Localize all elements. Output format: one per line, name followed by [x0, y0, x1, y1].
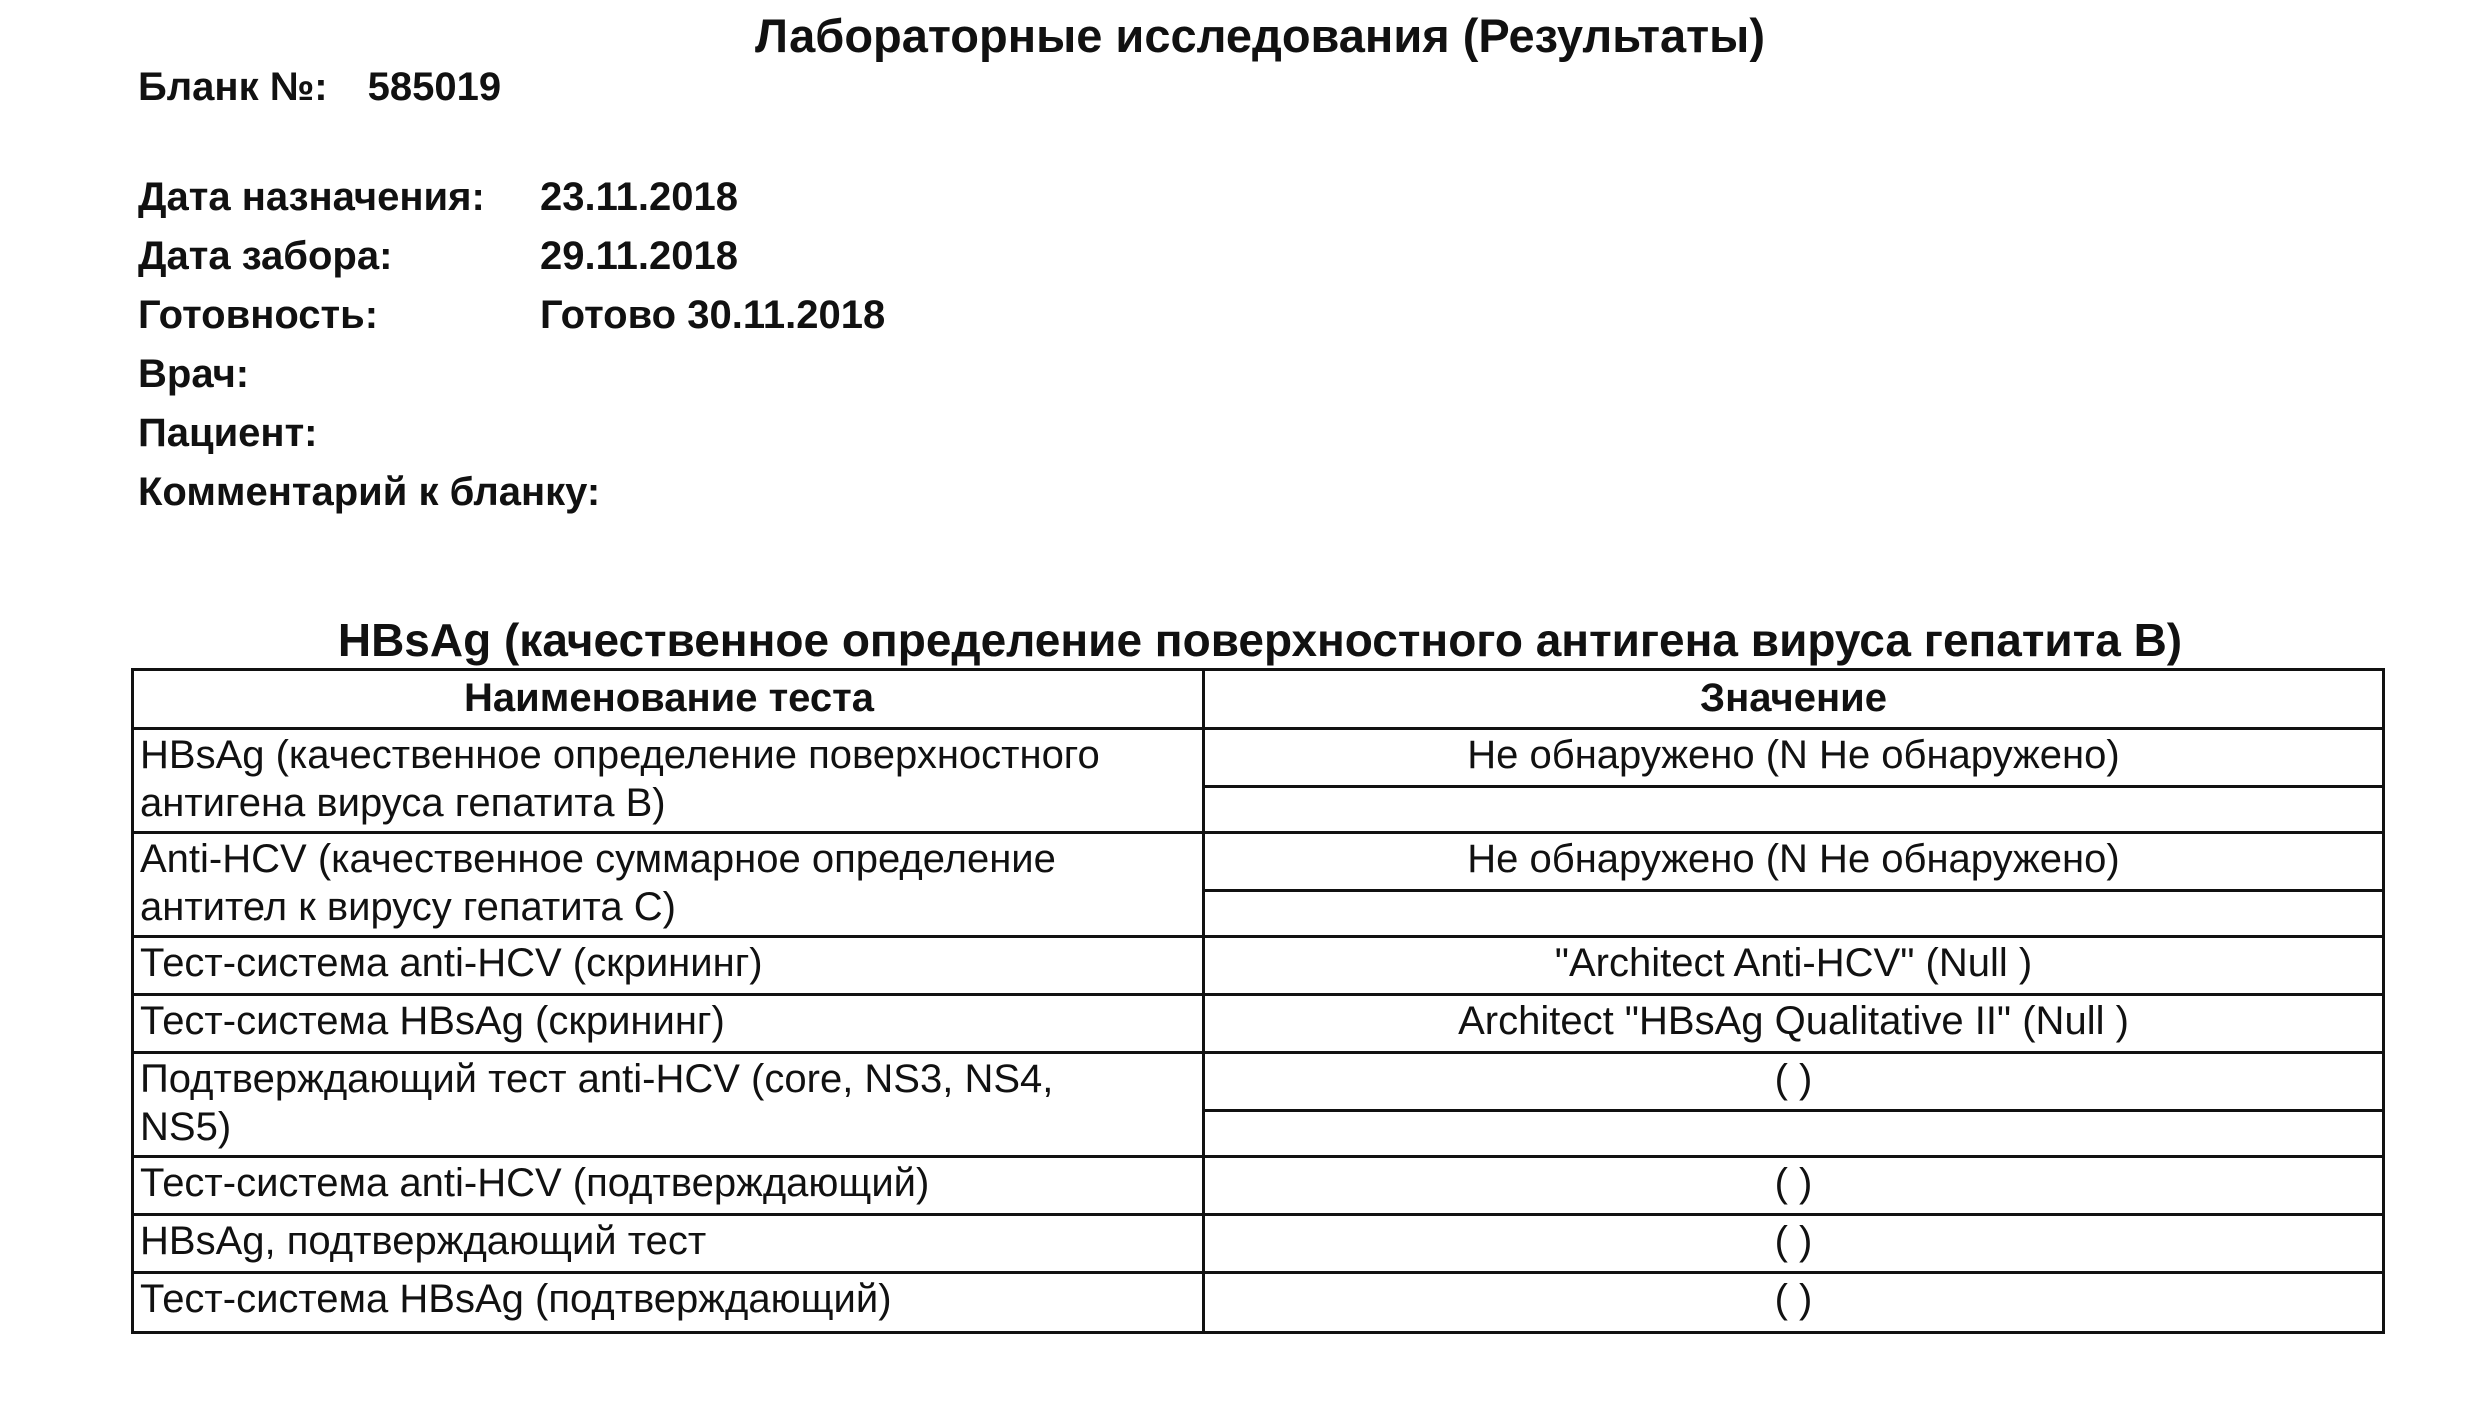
table-row-name: Подтверждающий тест anti-HCV (core, NS3, NS4, [140, 1057, 1054, 1101]
blank-number-value: 585019 [367, 65, 502, 109]
sample-date-label: Дата забора: [138, 234, 393, 278]
table-row-name: антител к вирусу гепатита C) [140, 885, 676, 929]
table-row-value: Architect "HBsAg Qualitative II" (Null ) [1458, 999, 2129, 1043]
order-date-label: Дата назначения: [138, 175, 485, 219]
table-gridline [134, 1155, 2382, 1158]
table-row-name: Тест-система HBsAg (подтверждающий) [140, 1277, 892, 1321]
table-row-name: Тест-система HBsAg (скрининг) [140, 999, 725, 1043]
table-gridline [134, 831, 2382, 834]
table-row-value: ( ) [1774, 1161, 1813, 1205]
ready-row [138, 290, 885, 340]
table-gridline [1202, 1109, 2382, 1112]
header-test-name: Наименование теста [464, 676, 874, 720]
table-gridline [134, 727, 2382, 730]
doctor-label: Врач: [138, 352, 250, 396]
comment-row [138, 467, 601, 517]
results-table [131, 668, 2385, 1334]
ready-label: Готовность: [138, 293, 379, 337]
table-row-name: HBsAg (качественное определение поверхностного [140, 733, 1100, 777]
sample-date-row [138, 231, 738, 281]
table-gridline [1202, 785, 2382, 788]
table-row-name: Тест-система anti-HCV (подтверждающий) [140, 1161, 930, 1205]
patient-row [138, 408, 540, 458]
table-gridline [134, 1271, 2382, 1274]
section-title: HBsAg (качественное определение поверхностного антигена вируса гепатита B) [337, 614, 2183, 666]
table-row-name: Anti-HCV (качественное суммарное определение [140, 837, 1056, 881]
table-gridline [134, 993, 2382, 996]
table-row-name: антигена вируса гепатита B) [140, 781, 666, 825]
header-value: Значение [1700, 676, 1887, 720]
table-row-value: Не обнаружено (N Не обнаружено) [1467, 733, 2120, 777]
sample-date-value: 29.11.2018 [540, 234, 738, 278]
table-row-name: NS5) [140, 1105, 232, 1149]
order-date-value: 23.11.2018 [540, 175, 738, 219]
table-row-value: ( ) [1774, 1057, 1813, 1101]
document-title: Лабораторные исследования (Результаты) [755, 9, 1765, 62]
table-row-name: HBsAg, подтверждающий тест [140, 1219, 707, 1263]
ready-value: Готово 30.11.2018 [540, 293, 886, 337]
table-row-value: ( ) [1774, 1277, 1813, 1321]
table-row-value: Не обнаружено (N Не обнаружено) [1467, 837, 2120, 881]
blank-number-label: Бланк №: [138, 65, 328, 109]
table-gridline [1202, 889, 2382, 892]
table-gridline [134, 935, 2382, 938]
comment-label: Комментарий к бланку: [138, 470, 601, 514]
patient-label: Пациент: [138, 411, 318, 455]
blank-number-row [138, 62, 501, 112]
table-row-name: Тест-система anti-HCV (скрининг) [140, 941, 763, 985]
table-row-value: "Architect Anti-HCV" (Null ) [1554, 941, 2033, 985]
order-date-row [138, 172, 738, 222]
table-gridline [134, 1051, 2382, 1054]
table-row-value: ( ) [1774, 1219, 1813, 1263]
table-gridline [134, 1213, 2382, 1216]
doctor-row [138, 349, 540, 399]
